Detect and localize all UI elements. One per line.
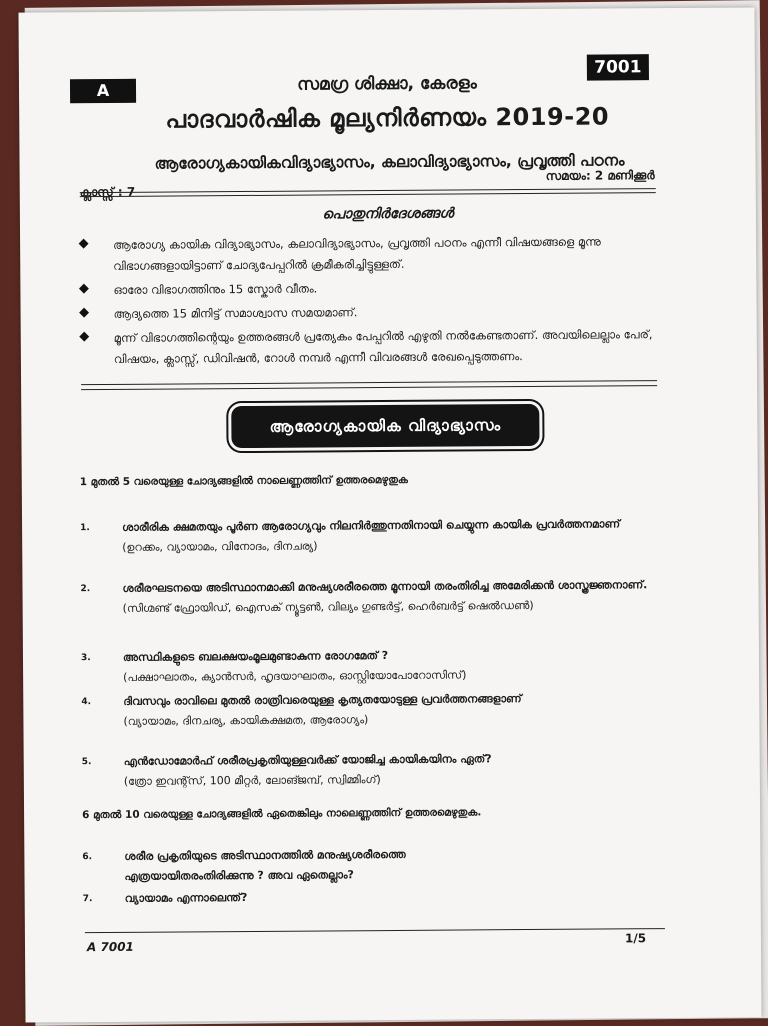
question-options: (ഉറക്കം, വ്യായാമം, വിനോദം, ദിനചര്യ) bbox=[122, 539, 318, 554]
general-instructions-title: പൊതുനിർദേശങ്ങൾ bbox=[322, 205, 454, 223]
question-number: 7. bbox=[82, 894, 93, 905]
page-number: 1/5 bbox=[624, 931, 647, 946]
question-number: 5. bbox=[81, 757, 92, 768]
instruction-item bbox=[80, 276, 670, 301]
question-options: (വ്യായാമം, ദിനചര്യ, കായികക്ഷമത, ആരോഗ്യം) bbox=[123, 713, 369, 728]
bullet-diamond-icon bbox=[79, 239, 89, 249]
question-number: 3. bbox=[80, 653, 91, 664]
question-text: ശരീരഘടനയെ അടിസ്ഥാനമാക്കി മനുഷ്യശരീരത്തെ മൂന്നായി തരംതിരിച്ച അമേരിക്കൻ ശാസ്ത്രജ്ഞനാണ്. bbox=[122, 578, 648, 595]
exam-title: പാദവാർഷിക മൂല്യനിർണയം 2019-20 bbox=[165, 102, 610, 134]
question-text: എൻഡോമോർഫ് ശരീരപ്രകൃതിയുള്ളവർക്ക് യോജിച്ച കായികയിനം ഏത്? bbox=[123, 752, 492, 768]
question-item bbox=[82, 843, 682, 887]
instruction-text: മൂന്ന് വിഭാഗത്തിന്റെയും ഉത്തരങ്ങൾ പ്രത്യേകം പേപ്പറിൽ എഴുതി നൽകേണ്ടതാണ്. അവയിലെല്ലാം പേര്, വിഷയം, ക്ലാസ്സ്, ഡിവിഷൻ, റോൾ നമ്പർ എന്നീ വിവരങ്ങൾ രേഖപ്പെടുത്തണം. bbox=[113, 327, 653, 366]
instruction-item bbox=[81, 324, 671, 370]
question-item bbox=[80, 514, 680, 558]
section-banner bbox=[231, 404, 539, 448]
footer-code: A 7001 bbox=[86, 939, 134, 955]
question-text: അസ്ഥികളുടെ ബലക്ഷയംമൂലമുണ്ടാകുന്ന രോഗമേത് ? bbox=[122, 649, 389, 664]
section-instruction-1: 1 മുതൽ 5 വരെയുള്ള ചോദ്യങ്ങളിൽ നാലെണ്ണത്തിന് ഉത്തരമെഴുതുക bbox=[79, 473, 408, 489]
instruction-text: ആദ്യത്തെ 15 മിനിട്ട് സമാശ്വാസ സമയമാണ്. bbox=[113, 305, 358, 321]
question-number: 6. bbox=[82, 852, 93, 863]
version-label: A bbox=[70, 79, 136, 103]
instruction-item bbox=[81, 300, 671, 325]
question-item bbox=[83, 885, 683, 909]
question-text: ശരീര പ്രകൃതിയുടെ അടിസ്ഥാനത്തിൽ മനുഷ്യശരീരത്തെ എത്രയായിതരംതിരിക്കുന്നു ? അവ ഏതെല്ലാം? bbox=[124, 847, 406, 883]
footer-rule bbox=[85, 928, 665, 933]
question-number: 2. bbox=[80, 584, 91, 595]
instruction-text: ഓരോ വിഭാഗത്തിനും 15 സ്കോർ വീതം. bbox=[113, 281, 318, 297]
question-item bbox=[80, 575, 680, 619]
question-options: (പക്ഷാഘാതം, ക്യാൻസർ, ഹൃദയാഘാതം, ഓസ്റ്റിയോപോറോസിസ്) bbox=[123, 668, 467, 684]
subjects-line: ആരോഗ്യകായികവിദ്യാഭ്യാസം, കലാവിദ്യാഭ്യാസം, പ്രവൃത്തി പഠനം bbox=[154, 151, 625, 173]
organization-name: സമഗ്ര ശിക്ഷാ, കേരളം bbox=[297, 73, 477, 95]
instructions-rule-1 bbox=[81, 380, 657, 385]
section-instruction-2: 6 മുതൽ 10 വരെയുള്ള ചോദ്യങ്ങളിൽ ഏതെങ്കിലും നാലെണ്ണത്തിന് ഉത്തരമെഴുതുക. bbox=[82, 806, 482, 822]
time-label: സമയം: 2 മണിക്കൂർ bbox=[545, 168, 655, 183]
question-text: വ്യായാമം എന്നാലെന്ത്? bbox=[124, 891, 248, 905]
bullet-diamond-icon bbox=[79, 284, 89, 294]
question-options: (സിഗ്മണ്ട് ഫ്രോയിഡ്, ഐസക് ന്യൂട്ടൺ, വില്യം ഗുണ്ടർട്ട്, ഹെർബർട്ട് ഷെൽഡൺ) bbox=[122, 598, 534, 615]
question-number: 4. bbox=[81, 697, 92, 708]
question-text: ദിവസവും രാവിലെ മുതൽ രാത്രിവരെയുള്ള കൃത്യതയോടുള്ള പ്രവർത്തനങ്ങളാണ് bbox=[123, 692, 522, 708]
question-number: 1. bbox=[80, 523, 90, 534]
bullet-diamond-icon bbox=[79, 308, 89, 318]
question-item bbox=[81, 644, 681, 688]
instruction-item bbox=[80, 231, 670, 277]
instructions-rule-2 bbox=[81, 385, 657, 390]
section-title: ആരോഗ്യകായിക വിദ്യാഭ്യാസം bbox=[269, 416, 502, 436]
class-label: ക്ലാസ്സ് : 7 bbox=[79, 184, 136, 200]
instruction-text: ആരോഗ്യ കായിക വിദ്യാഭ്യാസം, കലാവിദ്യാഭ്യാസം, പ്രവൃത്തി പഠനം എന്നീ വിഷയങ്ങളെ മൂന്നു വിഭാഗങ്ങളായിട്ടാണ് ചോദ്യപേപ്പറിൽ ക്രമീകരിച്ചിട്ടുള്ളത്. bbox=[113, 234, 601, 273]
exam-page bbox=[18, 7, 761, 1022]
question-item bbox=[81, 688, 681, 732]
paper-code: 7001 bbox=[587, 54, 649, 80]
question-text: ശാരീരിക ക്ഷമതയും പൂർണ ആരോഗ്യവും നിലനിർത്തുന്നതിനായി ചെയ്യുന്ന കായിക പ്രവർത്തനമാണ് bbox=[122, 517, 621, 534]
header-rule-2 bbox=[80, 192, 656, 197]
bullet-diamond-icon bbox=[79, 332, 89, 342]
question-item bbox=[82, 748, 682, 792]
question-options: (ത്രോ ഇവന്റ്സ്, 100 മീറ്റർ, ലോങ്ജമ്പ്, സ്വിമ്മിംഗ്) bbox=[123, 773, 381, 788]
